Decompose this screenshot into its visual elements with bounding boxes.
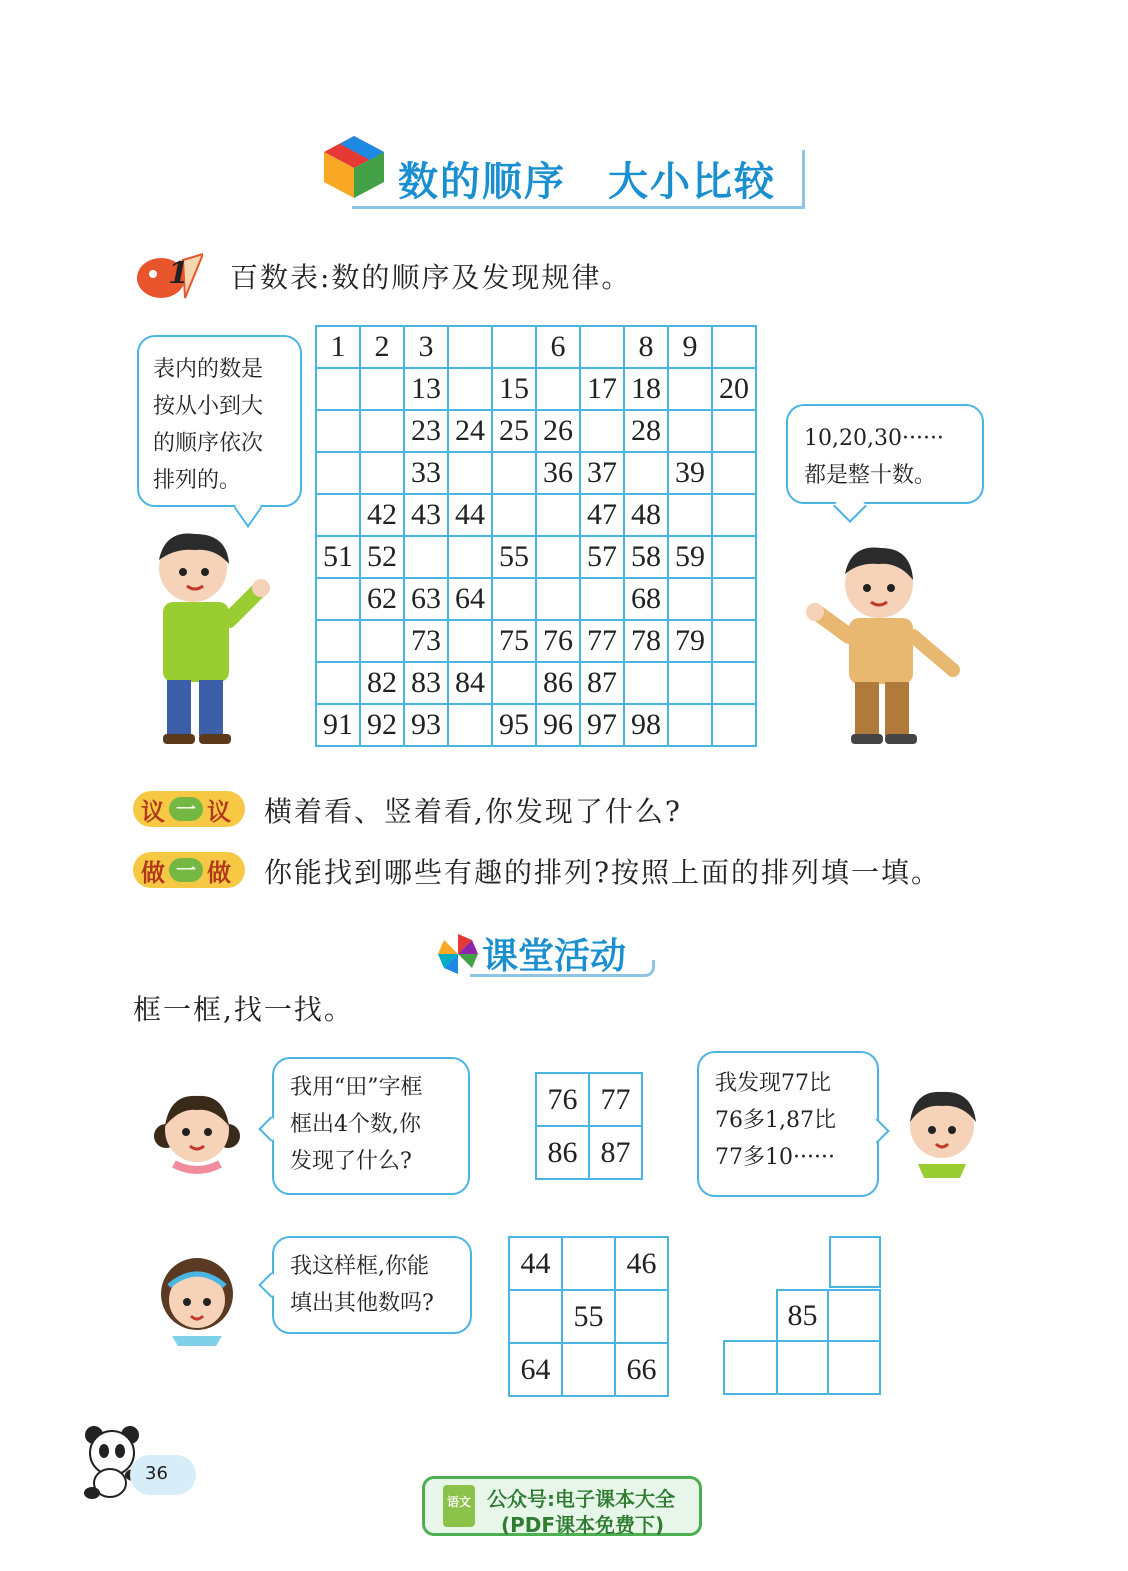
grid-cell [316, 494, 360, 536]
grid-cell: 93 [404, 704, 448, 746]
grid-row [316, 368, 756, 410]
grid-cell: 87 [589, 1126, 642, 1179]
grid-cell [712, 536, 756, 578]
grid-cell: 64 [509, 1343, 562, 1396]
grid-cell: 23 [404, 410, 448, 452]
grid-cell: 59 [668, 536, 712, 578]
grid-cell [316, 410, 360, 452]
grid-row [509, 1237, 668, 1290]
badge-char: 做 [141, 858, 165, 887]
grid-cell: 79 [668, 620, 712, 662]
grid-cell [562, 1237, 615, 1290]
grid-cell [668, 368, 712, 410]
grid-cell: 2 [360, 326, 404, 368]
activity-title: 课堂活动 [482, 936, 627, 977]
boy-illustration-left [145, 530, 275, 750]
grid-cell: 92 [360, 704, 404, 746]
grid-row [316, 452, 756, 494]
bubble-line: 按从小到大 [153, 394, 264, 419]
grid-cell [360, 368, 404, 410]
grid-cell: 8 [624, 326, 668, 368]
grid-cell [580, 410, 624, 452]
tian-grid [535, 1072, 643, 1180]
grid-cell [668, 578, 712, 620]
grid-cell: 13 [404, 368, 448, 410]
grid-cell [712, 494, 756, 536]
badge-char: 议 [207, 797, 231, 826]
grid-cell [827, 1289, 881, 1342]
grid-cell: 86 [536, 662, 580, 704]
grid-cell: 86 [536, 1126, 589, 1179]
grid-row [536, 1126, 642, 1179]
grid-cell: 9 [668, 326, 712, 368]
grid-cell [448, 452, 492, 494]
speech-bubble-girl2 [272, 1236, 472, 1334]
grid-cell: 1 [316, 326, 360, 368]
bubble-line: 76多1,87比 [715, 1108, 836, 1133]
grid-cell: 28 [624, 410, 668, 452]
grid-cell: 87 [580, 662, 624, 704]
grid-cell [712, 578, 756, 620]
grid-cell: 39 [668, 452, 712, 494]
bubble-line: 10,20,30······ [804, 426, 944, 451]
grid-cell [580, 326, 624, 368]
grid-cell [668, 410, 712, 452]
grid-cell: 63 [404, 578, 448, 620]
grid-cell [624, 452, 668, 494]
grid-row [316, 704, 756, 746]
grid-cell: 33 [404, 452, 448, 494]
grid-cell: 96 [536, 704, 580, 746]
grid-cell: 77 [580, 620, 624, 662]
bubble-line: 发现了什么? [290, 1149, 412, 1174]
bubble-line: 表内的数是 [153, 357, 264, 382]
grid-cell [492, 452, 536, 494]
grid-row [536, 1073, 642, 1126]
girl-avatar-1 [152, 1086, 242, 1176]
girl-avatar-2 [152, 1250, 242, 1346]
page-number: 36 [145, 1463, 168, 1484]
grid-cell: 17 [580, 368, 624, 410]
grid-cell: 55 [492, 536, 536, 578]
discuss-badge [133, 791, 245, 827]
bubble-line: 框出4个数,你 [290, 1112, 421, 1137]
grid-cell: 55 [562, 1290, 615, 1343]
grid-cell: 20 [712, 368, 756, 410]
grid-cell [316, 452, 360, 494]
doit-text: 你能找到哪些有趣的排列?按照上面的排列填一填。 [264, 856, 942, 889]
grid-cell [776, 1340, 829, 1395]
speech-bubble-right [786, 404, 984, 504]
footer-line-1: 公众号:电子课本大全 [487, 1487, 675, 1511]
grid-cell: 85 [776, 1289, 829, 1342]
grid-cell: 18 [624, 368, 668, 410]
grid-cell [615, 1290, 668, 1343]
grid-cell: 78 [624, 620, 668, 662]
grid-cell [712, 410, 756, 452]
grid-row [316, 410, 756, 452]
stair-grid [723, 1236, 883, 1396]
grid-cell [536, 578, 580, 620]
bubble-line: 排列的。 [153, 468, 242, 493]
grid-cell: 98 [624, 704, 668, 746]
grid-cell: 51 [316, 536, 360, 578]
grid-cell: 75 [492, 620, 536, 662]
grid-cell [448, 326, 492, 368]
speech-bubble-girl1 [272, 1057, 470, 1195]
grid-cell [712, 620, 756, 662]
grid-cell [712, 452, 756, 494]
grid-row [316, 662, 756, 704]
grid-row [316, 536, 756, 578]
grid-cell [536, 368, 580, 410]
grid-cell [712, 704, 756, 746]
section-number: 1 [168, 256, 189, 291]
grid-cell [509, 1290, 562, 1343]
grid-cell: 73 [404, 620, 448, 662]
x-grid [508, 1236, 669, 1397]
grid-row [316, 326, 756, 368]
grid-cell [827, 1340, 881, 1395]
grid-cell: 37 [580, 452, 624, 494]
grid-cell: 48 [624, 494, 668, 536]
boy-illustration-right [805, 540, 965, 750]
bubble-line: 都是整十数。 [804, 463, 937, 488]
grid-cell [492, 662, 536, 704]
book-icon [443, 1485, 475, 1527]
grid-cell [668, 704, 712, 746]
grid-cell [448, 704, 492, 746]
grid-cell [562, 1343, 615, 1396]
grid-cell: 64 [448, 578, 492, 620]
grid-cell: 44 [448, 494, 492, 536]
hundred-chart [315, 325, 757, 747]
badge-char: 一 [169, 858, 203, 882]
grid-cell: 43 [404, 494, 448, 536]
section-heading: 百数表:数的顺序及发现规律。 [230, 261, 632, 294]
grid-cell: 36 [536, 452, 580, 494]
grid-cell [723, 1340, 778, 1395]
bubble-line: 我这样框,你能 [290, 1254, 429, 1279]
grid-cell: 68 [624, 578, 668, 620]
grid-cell: 25 [492, 410, 536, 452]
grid-cell: 97 [580, 704, 624, 746]
grid-cell: 91 [316, 704, 360, 746]
grid-cell: 26 [536, 410, 580, 452]
grid-cell: 24 [448, 410, 492, 452]
grid-cell [404, 536, 448, 578]
bubble-line: 我发现77比 [715, 1071, 831, 1096]
grid-cell: 6 [536, 326, 580, 368]
activity-instruction: 框一框,找一找。 [133, 993, 354, 1026]
grid-cell [829, 1236, 881, 1288]
grid-cell [492, 578, 536, 620]
grid-cell [448, 536, 492, 578]
grid-cell: 44 [509, 1237, 562, 1290]
grid-cell: 52 [360, 536, 404, 578]
grid-cell [624, 662, 668, 704]
grid-row [509, 1290, 668, 1343]
speech-bubble-left [137, 335, 302, 507]
footer-badge [422, 1476, 702, 1536]
page-title: 数的顺序 大小比较 [398, 159, 776, 205]
grid-cell [316, 620, 360, 662]
grid-cell [316, 368, 360, 410]
grid-cell: 15 [492, 368, 536, 410]
grid-row [509, 1343, 668, 1396]
grid-cell: 47 [580, 494, 624, 536]
grid-cell: 83 [404, 662, 448, 704]
grid-cell: 62 [360, 578, 404, 620]
grid-cell [360, 452, 404, 494]
badge-char: 做 [207, 858, 231, 887]
grid-cell: 46 [615, 1237, 668, 1290]
grid-cell [448, 368, 492, 410]
bubble-line: 我用“田”字框 [290, 1075, 423, 1100]
grid-cell [668, 494, 712, 536]
grid-cell: 58 [624, 536, 668, 578]
grid-cell: 66 [615, 1343, 668, 1396]
grid-cell [360, 620, 404, 662]
grid-row [316, 494, 756, 536]
grid-cell: 76 [536, 1073, 589, 1126]
grid-cell [668, 662, 712, 704]
grid-cell: 77 [589, 1073, 642, 1126]
grid-cell: 57 [580, 536, 624, 578]
grid-cell [712, 662, 756, 704]
grid-row [316, 578, 756, 620]
grid-cell: 82 [360, 662, 404, 704]
bubble-line: 77多10······ [715, 1145, 835, 1170]
grid-cell [712, 326, 756, 368]
badge-char: 一 [169, 797, 203, 821]
grid-cell [316, 578, 360, 620]
grid-cell [492, 326, 536, 368]
grid-cell [360, 410, 404, 452]
grid-cell: 76 [536, 620, 580, 662]
grid-cell [448, 620, 492, 662]
discuss-text: 横着看、竖着看,你发现了什么? [264, 795, 682, 828]
footer-line-2: (PDF课本免费下) [501, 1513, 665, 1537]
grid-cell: 42 [360, 494, 404, 536]
grid-cell: 3 [404, 326, 448, 368]
bubble-line: 填出其他数吗? [290, 1291, 434, 1316]
grid-cell [536, 536, 580, 578]
grid-cell [580, 578, 624, 620]
grid-cell [316, 662, 360, 704]
speech-bubble-boy [697, 1051, 879, 1197]
grid-row [316, 620, 756, 662]
grid-cell: 95 [492, 704, 536, 746]
grid-cell [492, 494, 536, 536]
book-icon-text: 语文 [446, 1495, 471, 1509]
boy-avatar [900, 1084, 984, 1178]
grid-cell [536, 494, 580, 536]
bubble-line: 的顺序依次 [153, 431, 264, 456]
badge-char: 议 [141, 797, 165, 826]
doit-badge [133, 852, 245, 888]
grid-cell: 84 [448, 662, 492, 704]
